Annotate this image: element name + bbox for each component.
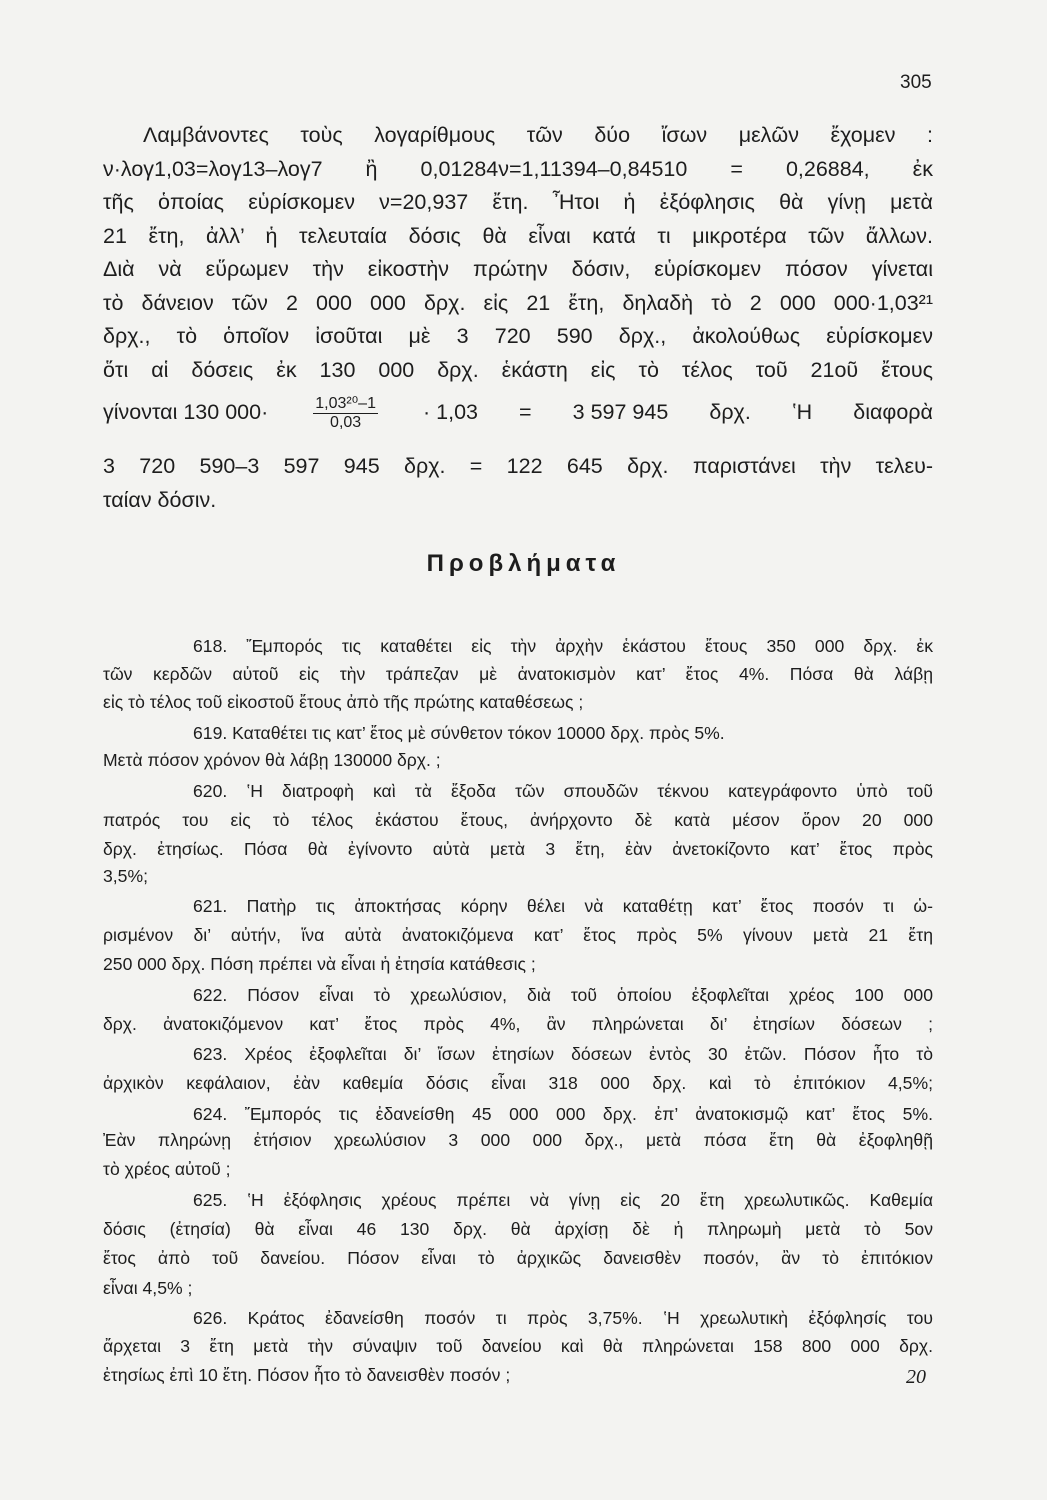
problem-line: Ἐὰν πληρώνῃ ἐτήσιον χρεωλύσιον 3 000 000 δρχ., μετὰ πόσα ἔτη θὰ ἐξοφληθῇ xyxy=(103,1130,933,1150)
fraction xyxy=(313,393,378,432)
problem-line: 3,5%; xyxy=(103,866,148,886)
intro-line: τῆς ὁποίας εὑρίσκομεν ν=20,937 ἔτη. Ἦτοι ἡ ἐξόφλησις θὰ γίνῃ μετὰ xyxy=(103,190,933,214)
problem-line: 620. ʽΗ διατροφὴ καὶ τὰ ἔξοδα τῶν σπουδῶν τέκνου κατεγράφοντο ὑπὸ τοῦ xyxy=(193,781,933,801)
formula-part: 3 597 945 xyxy=(572,400,669,424)
problem-line: δρχ. ἐτησίως. Πόσα θὰ ἐγίνοντο αὐτὰ μετὰ 3 ἔτη, ἐὰν ἀνετοκίζοντο κατ’ ἔτος πρὸς xyxy=(103,839,933,859)
problem-line: 623. Χρέος ἐξοφλεῖται δι’ ἴσων ἐτησίων δόσεων ἐντὸς 30 ἐτῶν. Πόσον ἦτο τὸ xyxy=(193,1044,933,1064)
problem-line: 621. Πατὴρ τις ἀποκτήσας κόρην θέλει νὰ καταθέτῃ κατ’ ἔτος ποσόν τι ὡ- xyxy=(193,896,933,916)
problem-line: Μετὰ πόσον χρόνον θὰ λάβῃ 130000 δρχ. ; xyxy=(103,750,441,770)
formula-part: διαφορὰ xyxy=(853,400,933,424)
signature-mark: 20 xyxy=(906,1366,926,1388)
intro-line: τὸ δάνειον τῶν 2 000 000 δρχ. εἰς 21 ἔτη, δηλαδὴ τὸ 2 000 000·1,03²¹ xyxy=(103,291,933,315)
problem-line: δόσις (ἐτησία) θὰ εἶναι 46 130 δρχ. θὰ ἀρχίσῃ δὲ ἡ πληρωμὴ μετὰ τὸ 5ον xyxy=(103,1219,933,1239)
intro-line: Διὰ νὰ εὕρωμεν τὴν εἰκοστὴν πρώτην δόσιν, εὑρίσκομεν πόσον γίνεται xyxy=(103,257,933,281)
problem-line: εἰς τὸ τέλος τοῦ εἰκοστοῦ ἔτους ἀπὸ τῆς πρώτης καταθέσεως ; xyxy=(103,692,584,712)
problem-line: ἐτησίως ἐπὶ 10 ἔτη. Πόσον ἦτο τὸ δανεισθὲν ποσόν ; xyxy=(103,1365,511,1385)
formula-before: γίνονται 130 000· xyxy=(103,400,269,424)
problem-line: 250 000 δρχ. Πόση πρέπει νὰ εἶναι ἡ ἐτησία κατάθεσις ; xyxy=(103,954,536,974)
page-number: 305 xyxy=(900,72,932,93)
problem-line: πατρός του εἰς τὸ τέλος ἑκάστου ἔτους, ἀνήρχοντο δὲ κατὰ μέσον ὅρον 20 000 xyxy=(103,810,933,830)
problem-line: τὸ χρέος αὐτοῦ ; xyxy=(103,1159,231,1179)
formula-part: = xyxy=(519,400,532,424)
fraction-numerator: 1,03²⁰–1 xyxy=(315,395,376,412)
problem-line: 618. Ἔμπορός τις καταθέτει εἰς τὴν ἀρχὴν ἑκάστου ἔτους 350 000 δρχ. ἐκ xyxy=(193,636,933,656)
section-heading: Προβλήματα xyxy=(426,550,621,577)
intro-line: 21 ἔτη, ἀλλ’ ἡ τελευταία δόσις θὰ εἶναι κατά τι μικροτέρα τῶν ἄλλων. xyxy=(103,224,933,248)
fraction-denominator: 0,03 xyxy=(330,414,362,431)
problem-line: 625. ʽΗ ἐξόφλησις χρέους πρέπει νὰ γίνῃ εἰς 20 ἔτη χρεωλυτικῶς. Καθεμία xyxy=(193,1190,933,1210)
intro-line: 3 720 590–3 597 945 δρχ. = 122 645 δρχ. παριστάνει τὴν τελευ- xyxy=(103,454,933,478)
problem-line: 624. Ἔμπορός τις ἐδανείσθη 45 000 000 δρχ. ἐπ’ ἀνατοκισμῷ κατ’ ἔτος 5%. xyxy=(193,1104,933,1124)
problem-line: 626. Κράτος ἐδανείσθη ποσόν τι πρὸς 3,75%. ʽΗ χρεωλυτικὴ ἐξόφλησίς του xyxy=(193,1308,933,1328)
problem-line: 622. Πόσον εἶναι τὸ χρεωλύσιον, διὰ τοῦ ὁποίου ἐξοφλεῖται χρέος 100 000 xyxy=(193,985,933,1005)
problem-line: ἔτος ἀπὸ τοῦ δανείου. Πόσον εἶναι τὸ ἀρχικῶς δανεισθὲν ποσόν, ἂν τὸ ἐπιτόκιον xyxy=(103,1248,933,1268)
formula-part: · 1,03 xyxy=(423,400,478,424)
formula-part: ʽΗ xyxy=(791,400,813,424)
formula-part: δρχ. xyxy=(709,400,751,424)
intro-line: δρχ., τὸ ὁποῖον ἰσοῦται μὲ 3 720 590 δρχ., ἀκολούθως εὑρίσκομεν xyxy=(103,324,933,348)
problem-line: ρισμένον δι’ αὐτήν, ἵνα αὐτὰ ἀνατοκιζόμενα κατ’ ἔτος πρὸς 5% γίνουν μετὰ 21 ἔτη xyxy=(103,925,933,945)
problem-line: 619. Καταθέτει τις κατ’ ἔτος μὲ σύνθετον τόκον 10000 δρχ. πρὸς 5%. xyxy=(193,723,725,743)
problem-line: ἀρχικὸν κεφάλαιον, ἐὰν καθεμία δόσις εἶναι 318 000 δρχ. καὶ τὸ ἐπιτόκιον 4,5%; xyxy=(103,1073,933,1093)
intro-line: ὅτι αἱ δόσεις ἐκ 130 000 δρχ. ἑκάστη εἰς τὸ τέλος τοῦ 21οῦ ἔτους xyxy=(103,358,933,382)
problem-line: ἄρχεται 3 ἔτη μετὰ τὴν σύναψιν τοῦ δανείου καὶ θὰ πληρώνεται 158 800 000 δρχ. xyxy=(103,1336,933,1356)
intro-line: Λαμβάνοντες τοὺς λογαρίθμους τῶν δύο ἴσων μελῶν ἔχομεν : xyxy=(143,123,933,147)
problem-line: τῶν κερδῶν αὐτοῦ εἰς τὴν τράπεζαν μὲ ἀνατοκισμὸν κατ’ ἔτος 4%. Πόσα θὰ λάβῃ xyxy=(103,664,933,684)
intro-line: ν·λογ1,03=λογ13–λογ7 ἢ 0,01284ν=1,11394–0,84510 = 0,26884, ἐκ xyxy=(103,157,933,181)
problem-line: δρχ. ἀνατοκιζόμενον κατ’ ἔτος πρὸς 4%, ἂν πληρώνεται δι’ ἐτησίων δόσεων ; xyxy=(103,1014,933,1034)
intro-line: ταίαν δόσιν. xyxy=(103,488,217,512)
problem-line: εἶναι 4,5% ; xyxy=(103,1278,193,1298)
formula-line xyxy=(103,393,933,432)
